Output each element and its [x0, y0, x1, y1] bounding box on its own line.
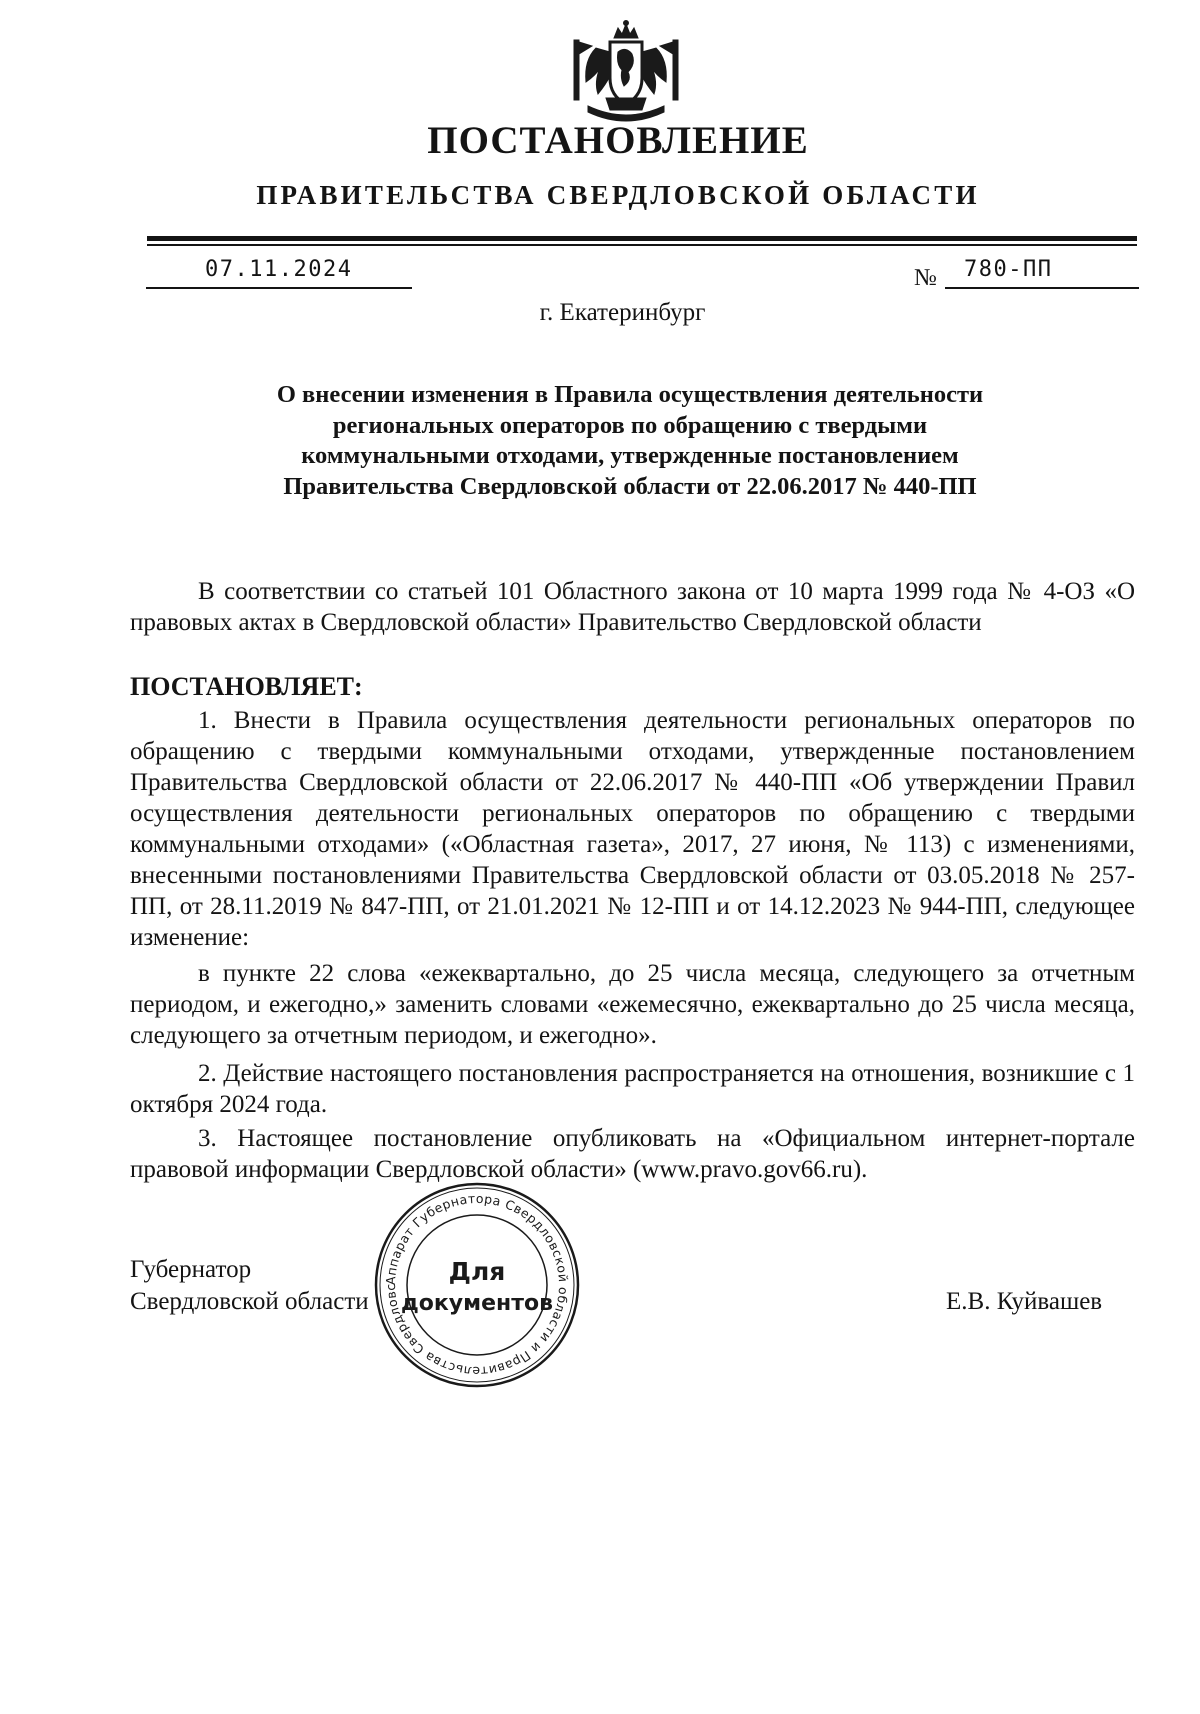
- heading-line: региональных операторов по обращению с твердыми: [332, 411, 928, 439]
- clause-1-paragraph: 1. Внести в Правила осуществления деятельности региональных операторов по обращению с твердыми коммунальными отходами, утвержденные постановлением Правительства Свердловской области от 22.06.2017 № 440-ПП «Об утверждении Правил осуществления деятельности региональных операторов по обращению с твердыми коммунальными отходами» («Областная газета», 2017, 27 июня, № 113) с изменениями, внесенными постановлениями Правительства Свердловской области от 03.05.2018 № 257-ПП, от 28.11.2019 № 847-ПП, от 21.01.2021 № 12-ПП и от 14.12.2023 № 944-ПП, следующее изменение:: [130, 707, 1135, 951]
- seal-center-line: документов: [400, 1291, 554, 1316]
- seal-ring-text: Аппарат Губернатора Свердловской области и Правительства Свердловс: [382, 1190, 572, 1380]
- coat-of-arms-icon: [566, 20, 686, 130]
- signatory-position-line: Губернатор: [130, 1256, 252, 1283]
- signatory-position-line: Свердловской области: [130, 1288, 369, 1315]
- heading-line: коммунальными отходами, утвержденные постановлением: [301, 442, 959, 469]
- issuing-city: г. Екатеринбург: [539, 299, 706, 326]
- heading-line: Правительства Свердловской области от 22.06.2017 № 440-ПП: [283, 472, 977, 500]
- header-divider-thin: [147, 244, 1137, 246]
- number-sign: №: [914, 265, 937, 291]
- signatory-name: Е.В. Куйвашев: [946, 1288, 1103, 1315]
- document-number: 780-ПП: [964, 257, 1053, 282]
- preamble-paragraph: В соответствии со статьей 101 Областного закона от 10 марта 1999 года № 4-ОЗ «О правовых актах в Свердловской области» Правительство Свердловской области: [130, 578, 1135, 636]
- clause-3-paragraph: 3. Настоящее постановление опубликовать на «Официальном интернет-портале правовой информации Свердловской области» (www.pravo.gov66.ru).: [130, 1125, 1135, 1183]
- issuing-authority-title: ПРАВИТЕЛЬСТВА СВЕРДЛОВСКОЙ ОБЛАСТИ: [256, 180, 980, 210]
- document-heading: [180, 380, 1080, 502]
- signatory-position: [130, 1254, 369, 1318]
- official-seal: [372, 1180, 582, 1390]
- heading-line: О внесении изменения в Правила осуществления деятельности: [276, 381, 984, 408]
- document-date: 07.11.2024: [205, 257, 353, 282]
- clause-1-change-paragraph: в пункте 22 слова «ежеквартально, до 25 числа месяца, следующего за отчетным периодом, и ежегодно,» заменить словами «ежемесячно, ежеквартально до 25 числа месяца, следующего за отчетным периодом, и ежегодно».: [130, 960, 1135, 1049]
- clause-2-paragraph: 2. Действие настоящего постановления распространяется на отношения, возникшие с 1 октября 2024 года.: [130, 1060, 1135, 1118]
- document-type-title: ПОСТАНОВЛЕНИЕ: [427, 119, 809, 162]
- seal-center-line: Для: [448, 1257, 506, 1286]
- header-divider-thick: [147, 236, 1137, 241]
- date-underline: [146, 287, 412, 289]
- decree-word: ПОСТАНОВЛЯЕТ:: [130, 672, 363, 701]
- number-underline: [945, 287, 1139, 289]
